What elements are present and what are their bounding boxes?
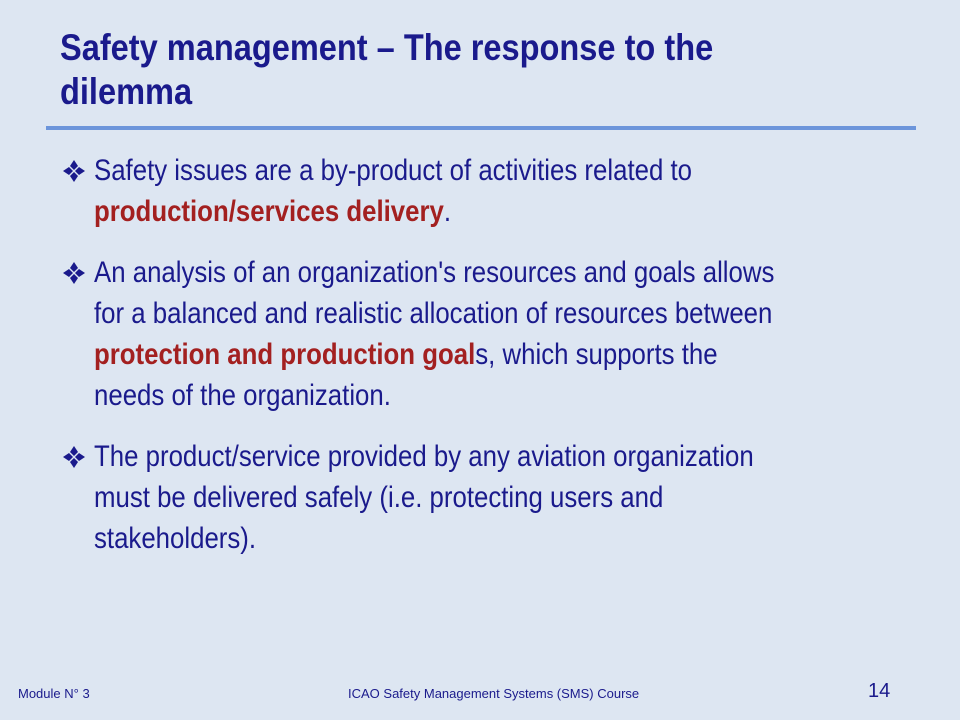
title-divider — [46, 126, 916, 130]
footer-module: Module N° 3 — [18, 686, 90, 701]
bullet-2-line-2: for a balanced and realistic allocation of resources between — [94, 297, 773, 330]
bullet-1-line-2 — [94, 191, 823, 232]
slide-title-line-1: Safety management – The response to the — [60, 27, 714, 68]
bullet-1-highlight: production/services delivery — [94, 195, 444, 228]
bullet-2-line-1: An analysis of an organization's resources and goals allows — [94, 256, 775, 289]
bullet-1-line-2-rest: . — [443, 195, 452, 228]
footer-course: ICAO Safety Management Systems (SMS) Course — [348, 686, 640, 701]
bullet-2-highlight: protection and production goal — [94, 338, 476, 371]
slide-title — [60, 26, 817, 114]
page-number: 14 — [868, 680, 891, 702]
slide-title-line-2: dilemma — [60, 71, 193, 112]
bullet-item-1 — [62, 150, 942, 232]
bullet-3-line-2: must be delivered safely (i.e. protecting users and — [94, 481, 664, 514]
four-diamond-icon — [62, 159, 86, 183]
bullet-item-3 — [62, 436, 942, 559]
bullet-3-line-1: The product/service provided by any aviation organization — [94, 440, 754, 473]
bullet-2-line-3-rest: s, which supports the — [475, 338, 718, 371]
bullet-list — [62, 150, 942, 579]
four-diamond-icon — [62, 261, 86, 285]
bullet-3-line-3: stakeholders). — [94, 522, 257, 555]
bullet-item-2 — [62, 252, 942, 416]
four-diamond-icon — [62, 445, 86, 469]
bullet-2-line-3 — [94, 334, 823, 375]
bullet-2-line-4: needs of the organization. — [94, 379, 391, 412]
bullet-1-line-1: Safety issues are a by-product of activities related to — [94, 154, 693, 187]
